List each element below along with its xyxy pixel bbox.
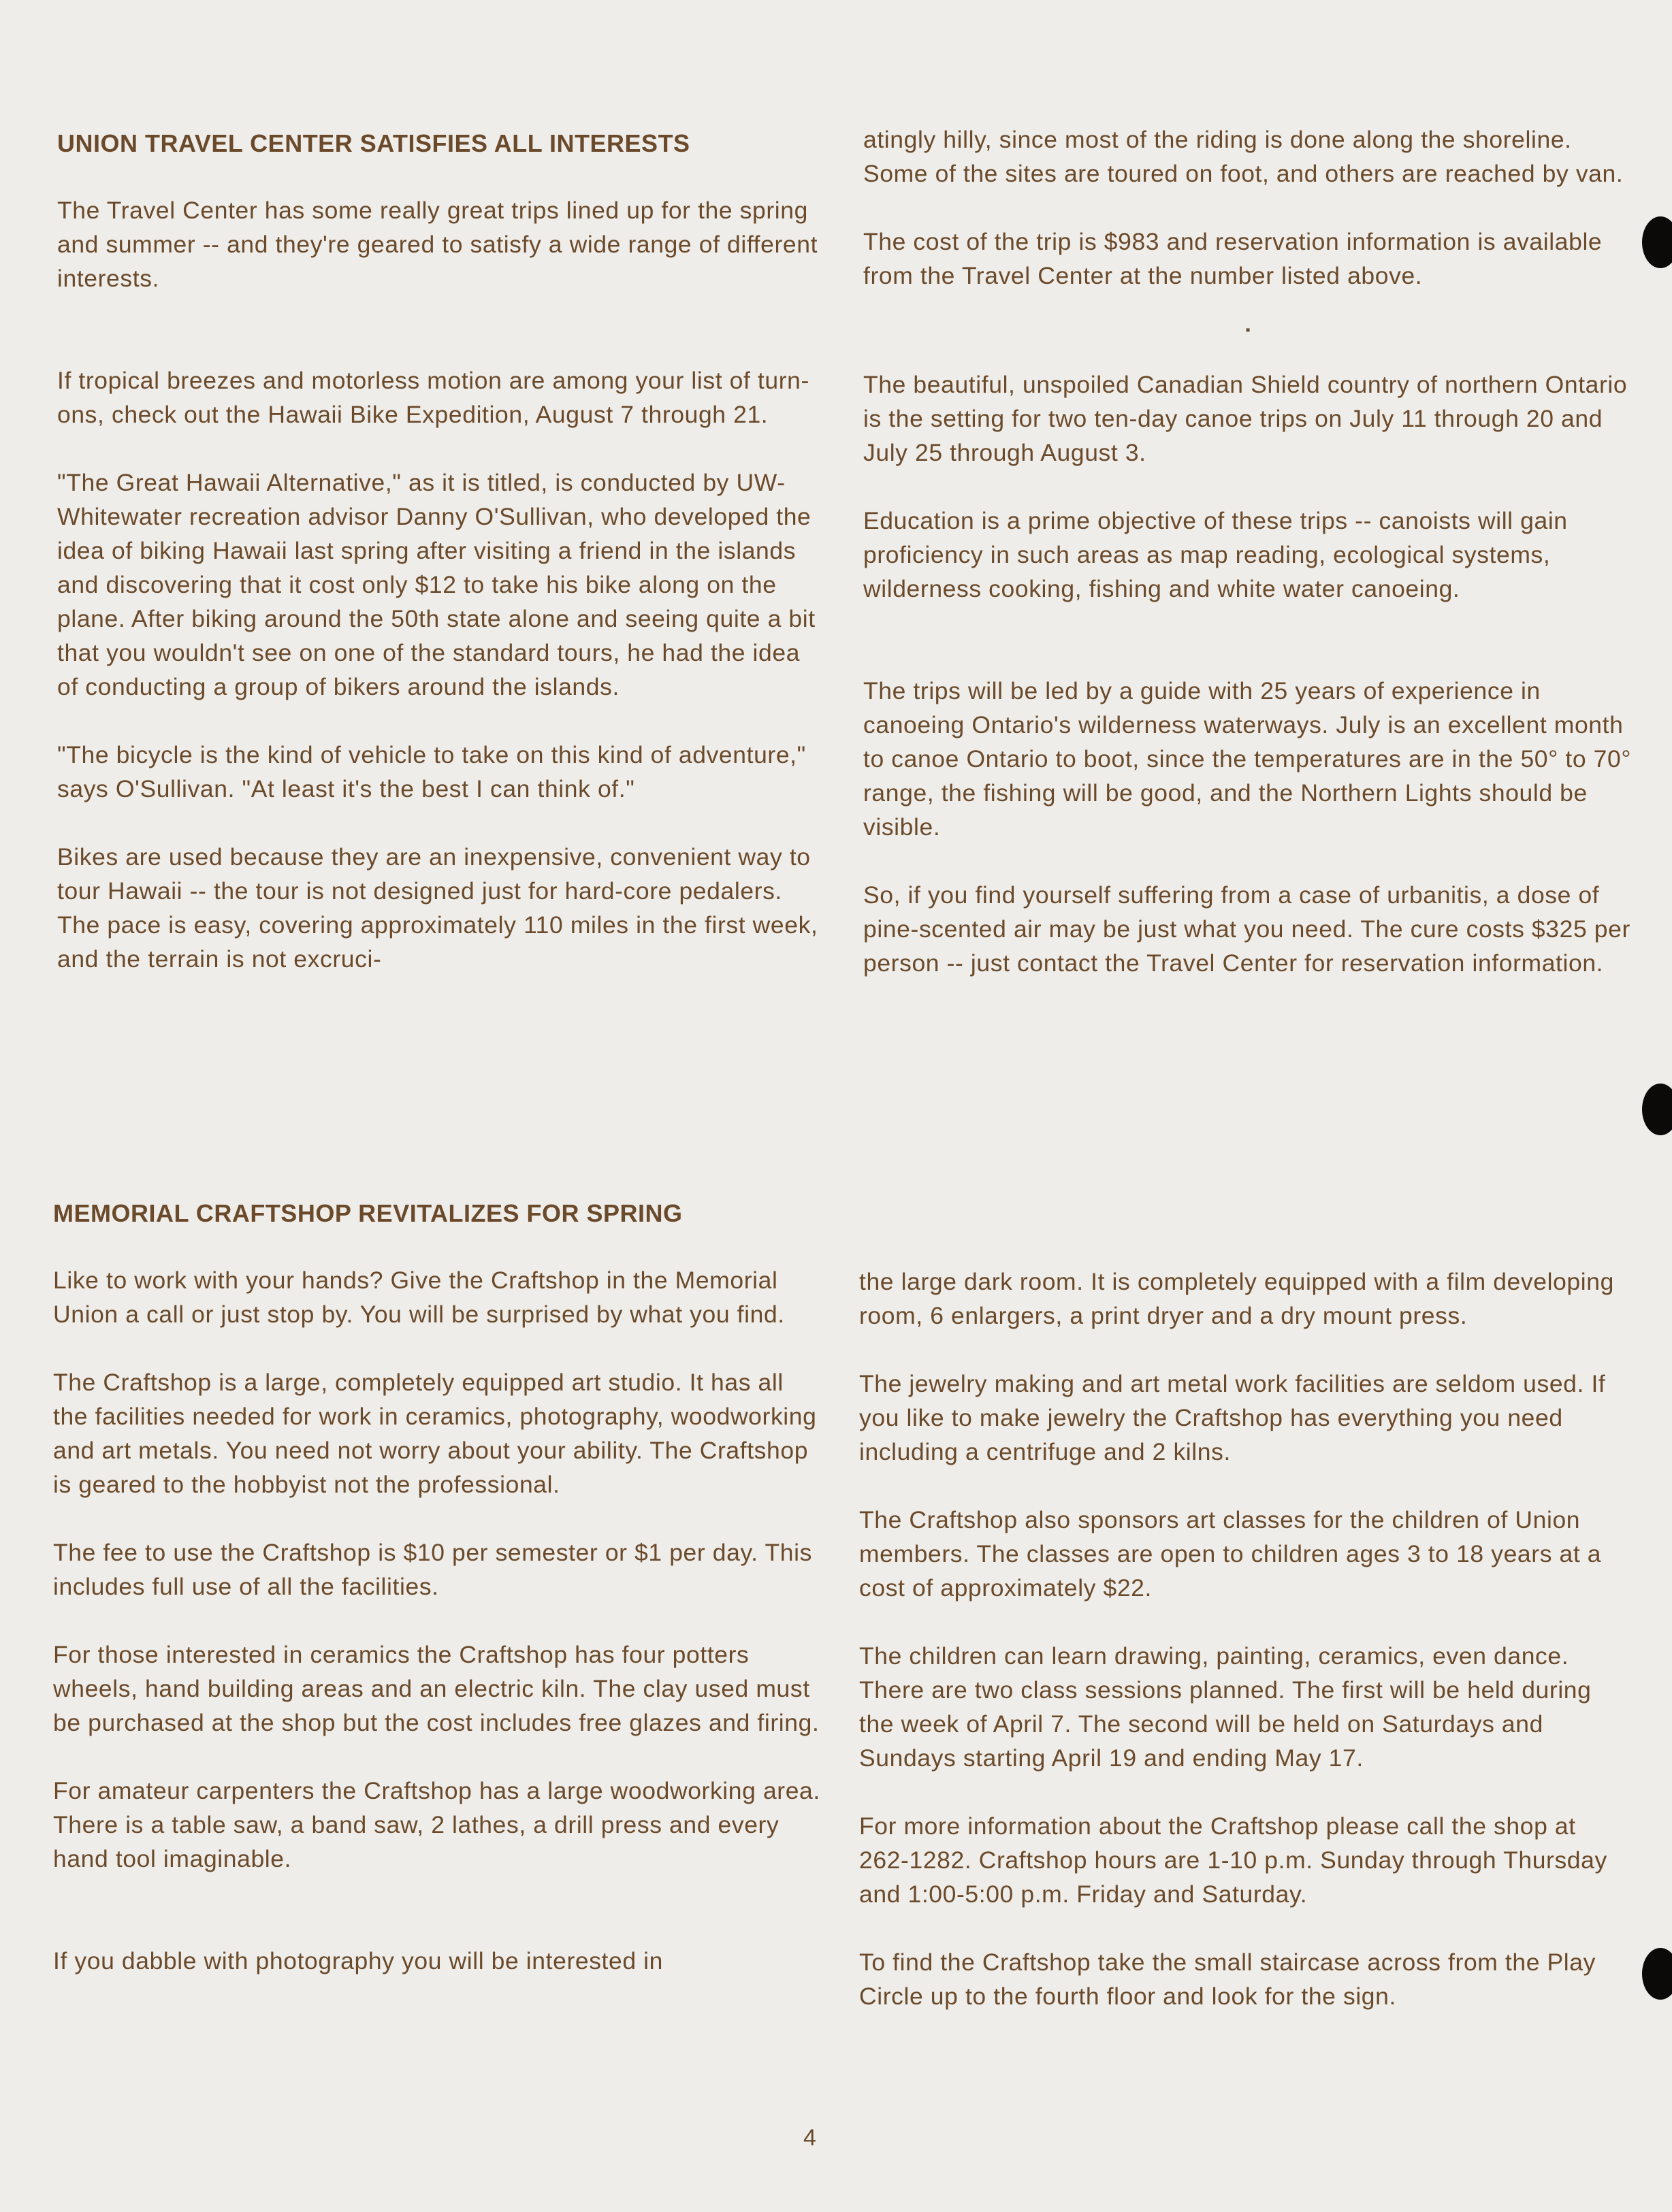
article2-paragraph: If you dabble with photography you will be interested in — [53, 1947, 663, 1974]
article2-paragraph: To find the Craftshop take the small staircase across from the Play Circle up to the fourth floor and look for the sign. — [859, 1949, 1596, 2010]
article2-paragraph: The Craftshop also sponsors art classes for the children of Union members. The classes are open to children ages 3 to 18 years at a cost of approximately $22. — [859, 1506, 1602, 1601]
article1-paragraph: atingly hilly, since most of the riding is done along the shoreline. Some of the sites are toured on foot, and others are reached by van. — [863, 126, 1624, 187]
article1-right-column — [863, 123, 1633, 1014]
article2-paragraph: the large dark room. It is completely equipped with a film developing room, 6 enlargers, a print dryer and a dry mount press. — [859, 1268, 1614, 1329]
article1-paragraph: The cost of the trip is $983 and reservation information is available from the Travel Center at the number listed above. — [863, 228, 1603, 289]
article1-paragraph: So, if you find yourself suffering from a case of urbanitis, a dose of pine-scented air may be just what you need. The cure costs $325 per person -- just contact the Travel Center for reservation information. — [863, 881, 1630, 977]
article2-paragraph: For those interested in ceramics the Craftshop has four potters wheels, hand building areas and an electric kiln. The clay used must be purchased at the shop but the cost includes free glazes and firing. — [53, 1641, 820, 1736]
article1-paragraph: The Travel Center has some really great trips lined up for the spring and summer -- and they're geared to satisfy a wide range of different interests. — [57, 197, 818, 292]
article2-paragraph: The jewelry making and art metal work facilities are seldom used. If you like to make jewelry the Craftshop has everything you need including a centrifuge and 2 kilns. — [859, 1370, 1606, 1465]
article1-paragraph: "The bicycle is the kind of vehicle to take on this kind of adventure," says O'Sullivan. "At least it's the best I can think of." — [57, 741, 806, 802]
punch-hole — [1642, 216, 1672, 268]
section-separator: ▪ — [1245, 323, 1251, 338]
punch-hole — [1642, 1948, 1672, 2000]
article1-paragraph: "The Great Hawaii Alternative," as it is titled, is conducted by UW-Whitewater recreation advisor Danny O'Sullivan, who developed the idea of biking Hawaii last spring after visiting a friend in the islands and discovering that it cost only $12 to take his bike along on the plane. After biking around the 50th state alone and seeing quite a bit that you wouldn't see on one of the standard tours, he had the idea of conducting a group of bikers around the islands. — [57, 469, 816, 700]
article1-paragraph: Bikes are used because they are an inexpensive, convenient way to tour Hawaii -- the tour is not designed just for hard-core pedalers. The pace is easy, covering approximately 110 miles in the first week, and the terrain is not excruci- — [57, 843, 818, 973]
article1-left-column — [57, 123, 826, 1010]
article2-paragraph: The Craftshop is a large, completely equipped art studio. It has all the facilities needed for work in ceramics, photography, woodworking and art metals. You need not worry about your ability. The Craftshop is geared to the hobbyist not the professional. — [53, 1369, 817, 1498]
punch-hole — [1642, 1084, 1672, 1135]
article2-title: MEMORIAL CRAFTSHOP REVITALIZES FOR SPRING — [53, 1199, 683, 1227]
article2-paragraph: For amateur carpenters the Craftshop has a large woodworking area. There is a table saw, a band saw, 2 lathes, a drill press and every hand tool imaginable. — [53, 1777, 820, 1872]
article1-paragraph: If tropical breezes and motorless motion are among your list of turn-ons, check out the Hawaii Bike Expedition, August 7 through 21. — [57, 367, 809, 428]
article2-paragraph: The children can learn drawing, painting, ceramics, even dance. There are two class sessions planned. The first will be held during the week of April 7. The second will be held on Saturdays and Sundays starting April 19 and ending May 17. — [859, 1642, 1592, 1772]
article1-paragraph: The trips will be led by a guide with 25 years of experience in canoeing Ontario's wilderness waterways. July is an excellent month to canoe Ontario to boot, since the temperatures are in the 50° to 70° range, the fishing will be good, and the Northern Lights should be visible. — [863, 677, 1632, 841]
article2-left-column — [53, 1192, 822, 2012]
article1-title: UNION TRAVEL CENTER SATISFIES ALL INTERESTS — [57, 129, 690, 157]
article2-paragraph: The fee to use the Craftshop is $10 per semester or $1 per day. This includes full use of all the facilities. — [53, 1539, 812, 1600]
article2-paragraph: Like to work with your hands? Give the Craftshop in the Memorial Union a call or just stop by. You will be surprised by what you find. — [53, 1267, 785, 1328]
page-number: 4 — [803, 2125, 816, 2151]
article2-paragraph: For more information about the Craftshop please call the shop at 262-1282. Craftshop hours are 1-10 p.m. Sunday through Thursday and 1:00-5:00 p.m. Friday and Saturday. — [859, 1812, 1607, 1908]
article2-right-column — [859, 1265, 1628, 2047]
article1-paragraph: The beautiful, unspoiled Canadian Shield country of northern Ontario is the setting for two ten-day canoe trips on July 11 through 20 and July 25 through August 3. — [863, 371, 1628, 466]
article1-paragraph: Education is a prime objective of these trips -- canoists will gain proficiency in such areas as map reading, ecological systems, wilderness cooking, fishing and white water canoeing. — [863, 507, 1568, 602]
